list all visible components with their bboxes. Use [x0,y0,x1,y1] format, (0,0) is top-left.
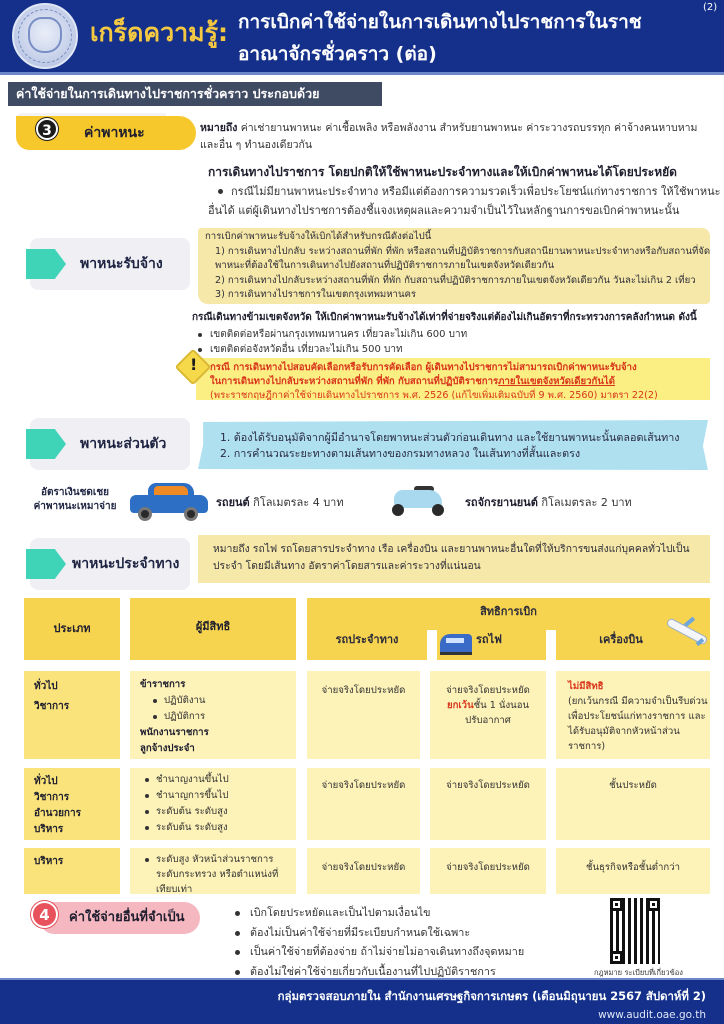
rental-intro: การเบิกค่าพาหนะรับจ้างให้เบิกได้สำหรับกรณีดังต่อไปนี้ [205,231,432,242]
rate-label [20,486,130,514]
table-row-3-plane: ชั้นธุรกิจหรือชั้นต่ำกว่า [556,848,710,894]
table-row-3-bus: จ่ายจริงโดยประหยัด [307,848,420,894]
cross-province-item: เขตติดต่อจังหวัดอื่น เที่ยวละไม่เกิน 500 บาท [192,342,722,357]
private-rule: 1. ต้องได้รับอนุมัติจากผู้มีอำนาจโดยพาหนะส่วนตัวก่อนเดินทาง และใช้ยานพาหนะนั้นตลอดเส้นทาง [220,431,680,444]
section-title: ค่าใช้จ่ายในการเดินทางไปราชการชั่วคราว ประกอบด้วย [8,82,382,106]
qr-code[interactable] [610,898,660,964]
motorcycle-rate [465,493,632,511]
table-header-plane: เครื่องบิน [599,633,643,646]
exclamation-icon: ! [190,355,198,374]
warning-text [210,361,710,403]
private-label: พาหนะส่วนตัว [80,436,167,452]
item4-number-badge: 4 [31,901,58,928]
item3-definition [200,120,710,154]
table-header-bus: รถประจำทาง [335,633,399,646]
table-row-1-plane [556,671,710,759]
train-exception-detail: ปรับอากาศ [465,715,511,726]
motorcycle-icon [388,476,448,518]
qr-caption: กฎหมาย ระเบียบที่เกี่ยวข้อง [594,968,683,977]
type-label: วิชาการ [34,792,70,803]
transport-intro-text: กรณีไม่มียานพาหนะประจำทาง หรือมีแต่ต้องการความรวดเร็วเพื่อประโยชน์แก่ทางราชการ ให้ใช้พาหนะอื่นได้ แต่ผู้เดินทางไปราชการต้องชี้แจงเหตุผลและความจำเป็นไว้ในหลักฐานการขอเบิกค่าพาหนะนั้น [208,185,721,217]
header-kicker: เกร็ดความรู้: [90,18,229,47]
eligible-level: ระดับสูง หัวหน้าส่วนราชการระดับกระทรวง หรือตำแหน่งที่เทียบเท่า [142,852,290,897]
train-icon [440,634,472,654]
eligible-level: ปฏิบัติงาน [150,693,296,709]
header-divider [0,72,724,75]
type-label: ทั่วไป [34,776,58,787]
rental-case: 1) การเดินทางไปกลับ ระหว่างสถานที่พัก ที่พัก หรือสถานที่ปฏิบัติราชการกับสถานียานพาหนะประจำทางหรือกับสถานที่จัดพาหนะที่ต้องใช้ในการเดินทางไปยังสถานที่ปฏิบัติราชการภายในเขตจังหวัดเดียวกัน [215,245,711,271]
other-expense-item: ต้องไม่ใช่ค่าใช้จ่ายเกี่ยวกับเนื้องานที่ไปปฏิบัติราชการ [232,962,524,982]
other-expense-item: เป็นค่าใช้จ่ายที่ต้องจ่าย ถ้าไม่จ่ายไม่อาจเดินทางถึงจุดหมาย [232,942,524,962]
header-gap [546,630,556,660]
definition-text: ค่าเช่ายานพาหนะ ค่าเชื้อเพลิง หรือพลังงาน สำหรับยานพาหนะ ค่าระวางรถบรรทุก ค่าจ้างคนหาบหาม และอื่น ๆ ทำนองเดียวกัน [200,122,698,151]
table-row-3-type [24,848,120,894]
rental-rules [205,230,713,303]
eligible-level: ปฏิบัติการ [150,709,296,725]
page-title: การเบิกค่าใช้จ่ายในการเดินทางไปราชการในราชอาณาจักรชั่วคราว (ต่อ) [238,11,642,65]
table-row-2-type [24,768,120,840]
eligible-group: ข้าราชการ [140,679,186,690]
car-rate-value: กิโลเมตรละ 4 บาท [249,496,344,509]
eligible-group: พนักงานราชการ [140,727,209,738]
type-label: บริหาร [34,824,64,835]
car-rate-label: รถยนต์ [216,496,250,509]
eligible-group: ลูกจ้างประจำ [140,743,195,754]
plane-exception-note: (ยกเว้นกรณี มีความจำเป็นรีบด่วน เพื่อประโยชน์แก่ทางราชการ และได้รับอนุมัติจากหัวหน้าส่วนราชการ) [568,696,708,752]
car-rate [216,493,344,511]
private-rule: 2. การคำนวณระยะทางตามเส้นทางของกรมทางหลวง ในเส้นทางที่สั้นและตรง [220,447,581,460]
car-icon [130,483,210,521]
table-row-2-plane: ชั้นประหยัด [556,768,710,840]
eligible-level: ระดับต้น ระดับสูง [142,820,296,836]
other-expense-item: เบิกโดยประหยัดและเป็นไปตามเงื่อนไข [232,903,524,923]
train-rail-icon [440,652,472,655]
other-expense-item: ต้องไม่เป็นค่าใช้จ่ายที่มีระเบียบกำหนดใช้เฉพาะ [232,923,524,943]
private-rules [220,430,710,462]
eligible-level: ชำนาญการขึ้นไป [142,788,296,804]
warning-line-1: กรณี การเดินทางไปสอบคัดเลือกหรือรับการคัดเลือก ผู้เดินทางไปราชการไม่สามารถเบิกค่าพาหนะรับจ้าง [210,362,637,373]
type-label: วิชาการ [34,701,70,712]
train-exception: ยกเว้น [446,700,474,711]
table-row-2-bus: จ่ายจริงโดยประหยัด [307,768,420,840]
page-marker: (2) [703,2,718,13]
header-gap [427,630,437,660]
table-row-3-eligible [130,848,296,894]
rate-label-line: อัตราเงินชดเชย [41,487,109,498]
cross-province-heading: กรณีเดินทางข้ามเขตจังหวัด ให้เบิกค่าพาหนะรับจ้างได้เท่าที่จ่ายจริงแต่ต้องไม่เกินอัตราที่กระทรวงการคลังกำหนด ดังนี้ [192,312,697,323]
train-right: จ่ายจริงโดยประหยัด [446,685,530,696]
eligible-level: ชำนาญงานขึ้นไป [142,772,296,788]
law-reference: (พระราชกฤษฎีกาค่าใช้จ่ายเดินทางไปราชการ พ.ศ. 2526 (แก้ไขเพิ่มเติมฉบับที่ 9 พ.ศ. 2560) มาตรา 22(2) [210,390,658,401]
item3-number-badge: 3 [36,118,58,140]
scheduled-label: พาหนะประจำทาง [72,556,180,572]
eligible-level: ระดับต้น ระดับสูง [142,804,296,820]
transport-intro-heading: การเดินทางไปราชการ โดยปกติให้ใช้พาหนะประจำทางและให้เบิกค่าพาหนะได้โดยประหยัด [208,165,677,179]
table-row-1-train [430,671,546,759]
motorcycle-rate-value: กิโลเมตรละ 2 บาท [537,496,632,509]
table-row-1-type [24,671,120,759]
table-row-3-train: จ่ายจริงโดยประหยัด [430,848,546,894]
table-header-train: รถไฟ [476,633,502,646]
train-exception-detail: ชั้น 1 นั่งนอน [473,700,530,711]
rental-case: 2) การเดินทางไปกลับระหว่างสถานที่พัก ที่พัก กับสถานที่ปฏิบัติราชการภายในเขตจังหวัดเดียวกัน วันละไม่เกิน 2 เที่ยว [215,274,696,286]
rental-label: พาหนะรับจ้าง [80,256,163,272]
footer-organization: กลุ่มตรวจสอบภายใน สำนักงานเศรษฐกิจการเกษตร (เดือนมิถุนายน 2567 สัปดาห์ที่ 2) [277,989,706,1003]
airplane-icon [664,612,708,652]
table-header-type: ประเภท [24,598,120,660]
scheduled-definition: หมายถึง รถไฟ รถโดยสารประจำทาง เรือ เครื่องบิน และยานพาหนะอื่นใดที่ให้บริการขนส่งแก่บุคคลทั่วไปเป็นประจำ โดยมีเส้นทาง อัตราค่าโดยสารและค่าระวางที่แน่นอน [213,543,690,572]
agency-seal-logo [12,3,78,69]
type-label: ทั่วไป [34,681,58,692]
item4-label: ค่าใช้จ่ายอื่นที่จำเป็น [69,910,185,925]
warning-underlined: ภายในเขตจังหวัดเดียวกันได้ [498,376,615,387]
bullet-icon [218,189,223,194]
table-row-1-bus: จ่ายจริงโดยประหยัด [307,671,420,759]
warning-line-2: ในการเดินทางไปกลับระหว่างสถานที่พัก ที่พัก กับสถานที่ปฏิบัติราชการ [210,376,499,387]
table-row-2-train: จ่ายจริงโดยประหยัด [430,768,546,840]
item3-label: ค่าพาหนะ [84,125,145,141]
rental-case: 3) การเดินทางไปราชการในเขตกรุงเทพมหานคร [215,289,417,300]
definition-keyword: หมายถึง [200,122,238,134]
cross-province-item: เขตติดต่อหรือผ่านกรุงเทพมหานคร เที่ยวละไม่เกิน 600 บาท [192,327,722,342]
table-header-rights: สิทธิการเบิก [480,605,537,618]
type-label: บริหาร [34,856,64,867]
other-expenses-list [232,903,524,981]
plane-no-right: ไม่มีสิทธิ [568,681,604,692]
table-row-1-eligible [130,671,296,759]
rate-label-line: ค่าพาหนะเหมาจ่าย [33,501,117,512]
transport-intro-bullet [208,182,724,220]
footer-website-link[interactable]: www.audit.oae.go.th [598,1009,706,1021]
table-header-eligible: ผู้มีสิทธิ [130,598,296,660]
type-label: อำนวยการ [34,808,81,819]
motorcycle-rate-label: รถจักรยานยนต์ [465,496,538,509]
cross-province-rule [192,310,722,357]
table-row-2-eligible [130,768,296,840]
